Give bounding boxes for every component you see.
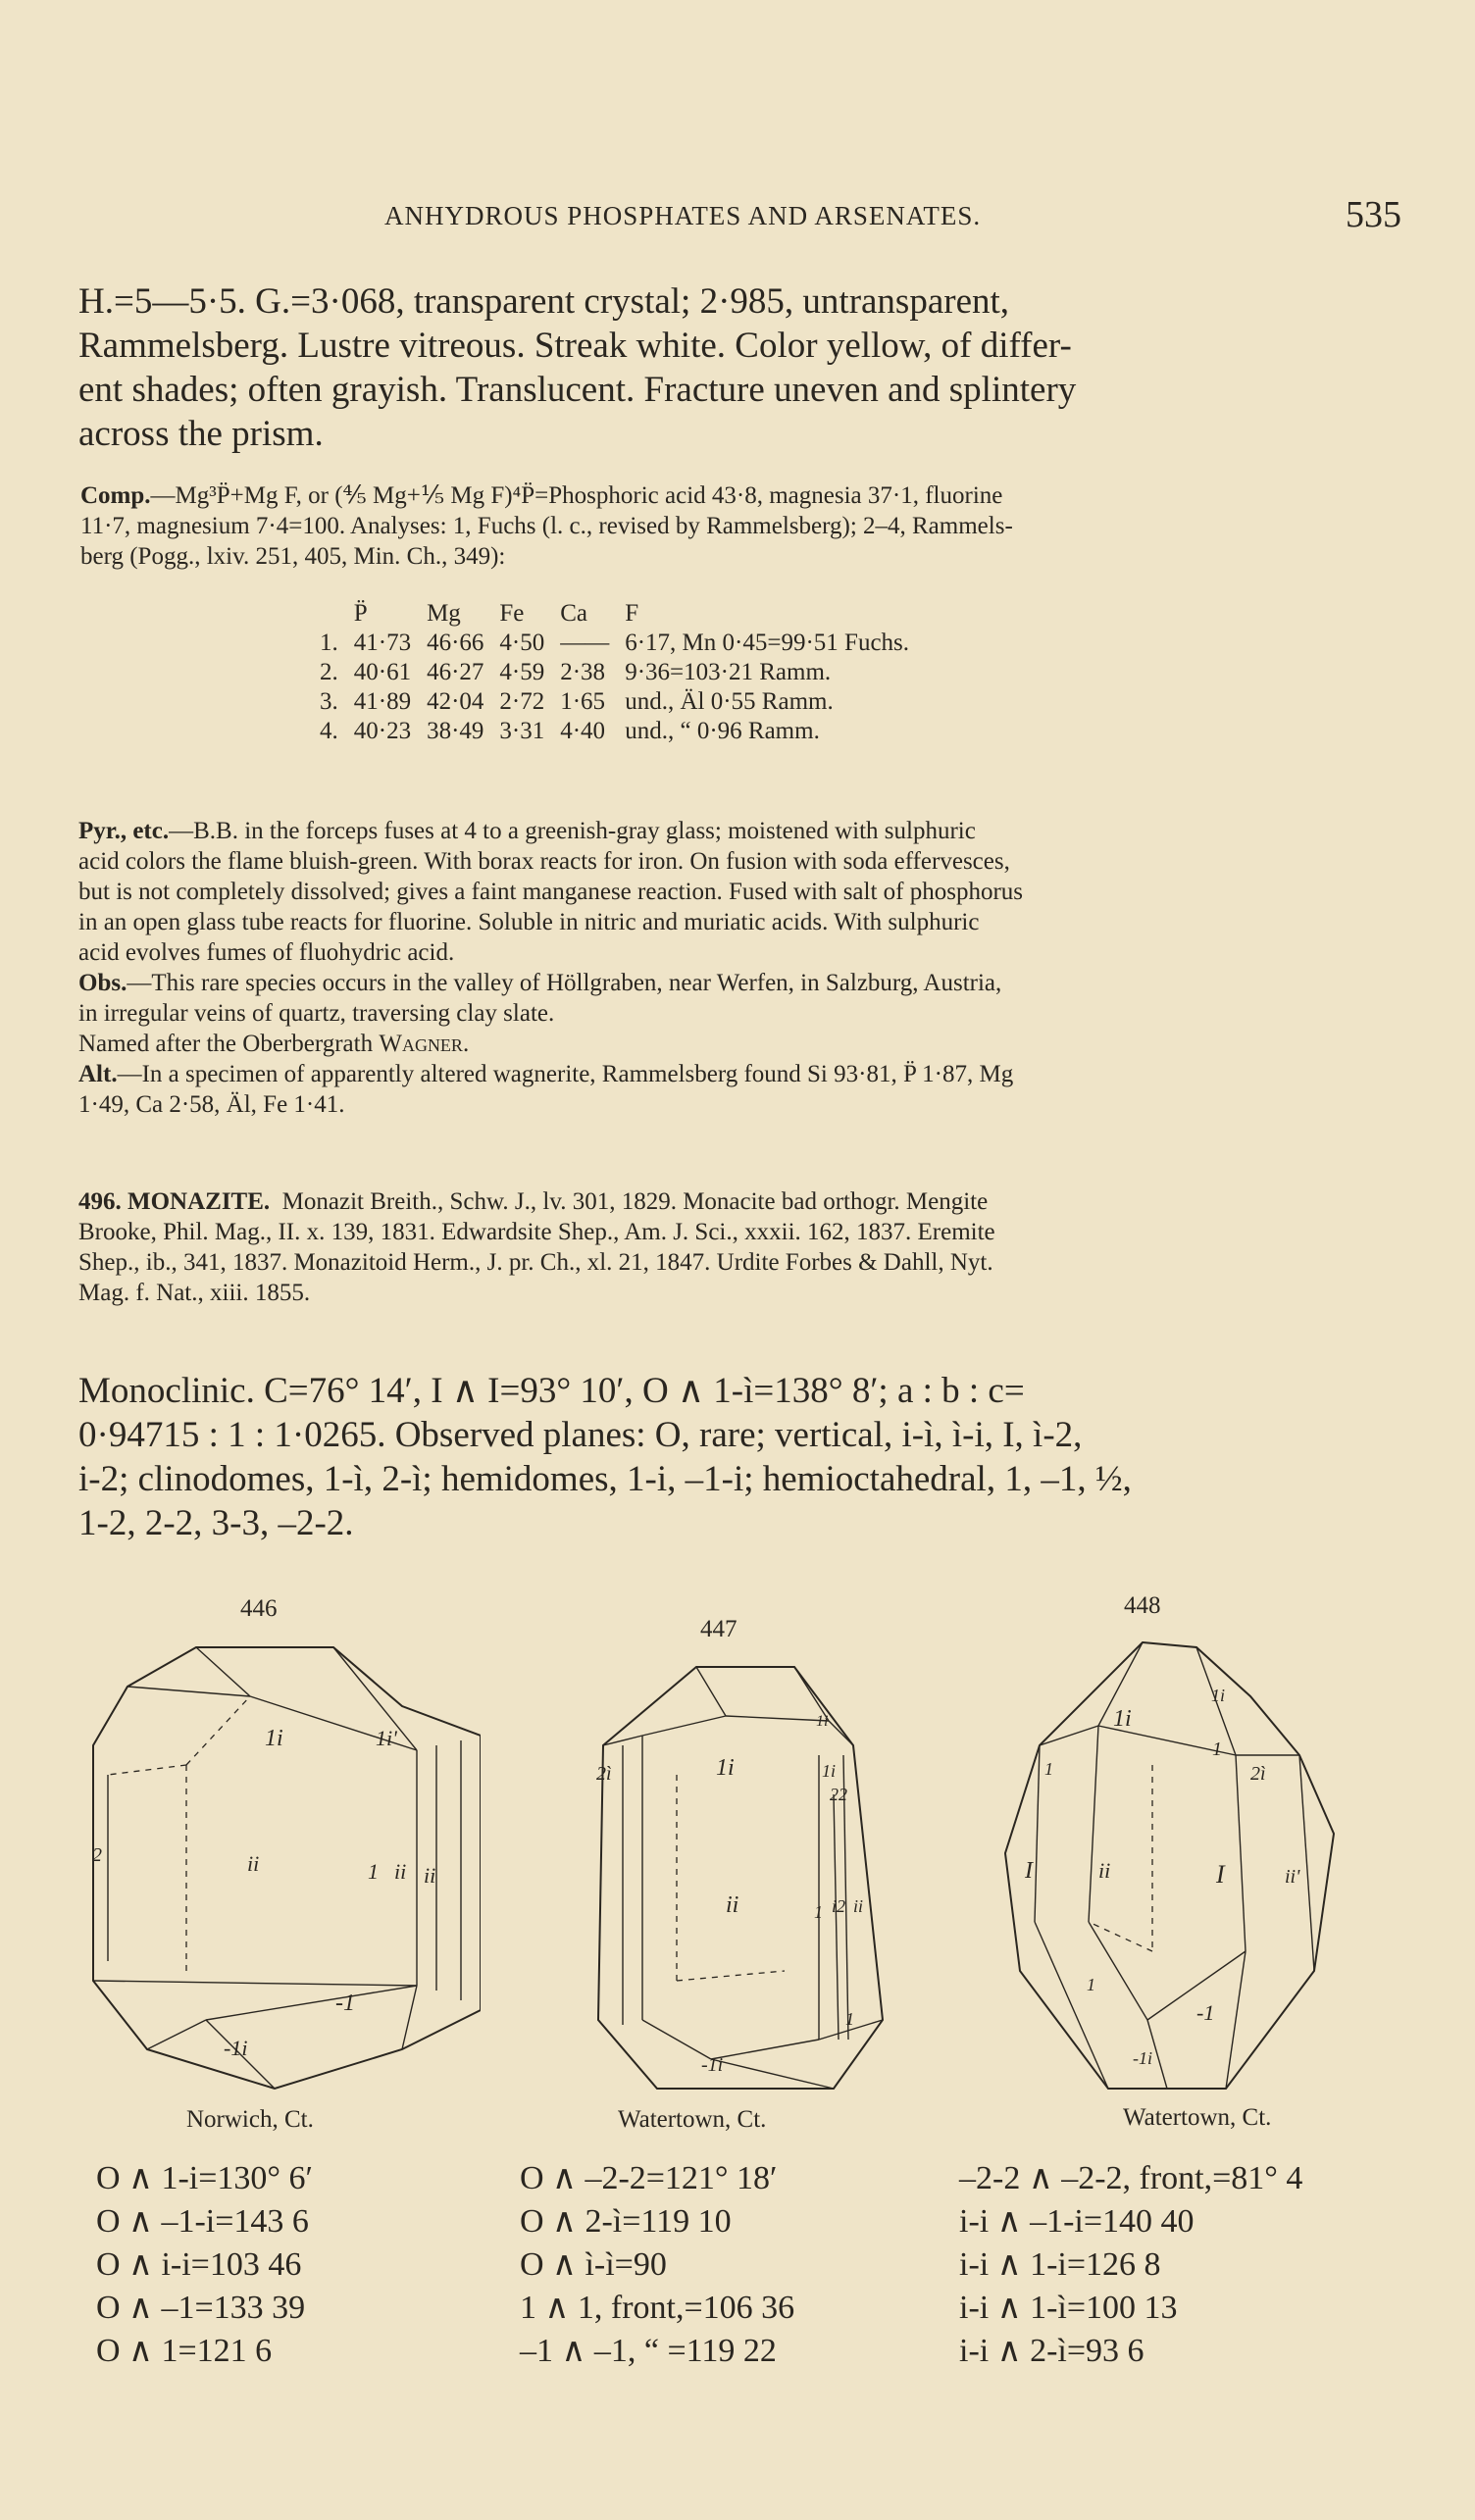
crystal-figure-447 [588, 1647, 902, 2098]
crystal-paragraph [78, 1369, 1432, 1545]
angle-line: i-i ∧ 1-i=126 8 [959, 2246, 1161, 2283]
face-label: 1 [1087, 1975, 1095, 1994]
pyr-paragraph [78, 816, 1422, 1120]
text-line: 0·94715 : 1 : 1·0265. Observed planes: O, rare; vertical, i-ì, ì-i, I, ì-2, [78, 1415, 1083, 1455]
face-label: ii [726, 1892, 739, 1918]
running-title: ANHYDROUS PHOSPHATES AND ARSENATES. [384, 201, 982, 230]
alt-label: Alt. [78, 1061, 118, 1087]
cell: 9·36=103·21 Ramm. [625, 659, 832, 685]
pyr-label: Pyr., etc. [78, 818, 170, 844]
text-line: Named after the Oberbergrath [78, 1031, 374, 1057]
face-label: 1i [265, 1726, 283, 1751]
table-row [312, 718, 917, 747]
face-label: 1 [1212, 1739, 1222, 1760]
text-line: Monoclinic. C=76° 14′, I ∧ I=93° 10′, O ∧ 1-ì=138° 8′; a : b : c= [78, 1371, 1025, 1411]
crystal-outline [93, 1647, 481, 2089]
face-label: 2 [92, 1844, 102, 1866]
cell: 40·23 [353, 718, 412, 744]
text-line: Monazit Breith., Schw. J., lv. 301, 1829. Monacite bad orthogr. Mengite [281, 1188, 989, 1215]
face-label: ii [1098, 1858, 1111, 1883]
face-label: 1i [1211, 1686, 1226, 1705]
cell: 1·65 [560, 688, 606, 715]
angle-line: i-i ∧ 1-ì=100 13 [959, 2290, 1178, 2326]
row-number: 4. [320, 718, 338, 744]
crystal-figure-448 [1000, 1628, 1344, 2108]
table-row [312, 688, 917, 718]
angle-line: O ∧ i-i=103 46 [96, 2246, 302, 2283]
table-header-row [312, 600, 917, 630]
row-number: 1. [320, 630, 338, 656]
text-line: —Mg³P̈+Mg F, or (⅘ Mg+⅕ Mg F)⁴P̈=Phosphoric acid 43·8, magnesia 37·1, fluorine [150, 482, 1003, 509]
text-line: i-2; clinodomes, 1-ì, 2-ì; hemidomes, 1-i, –1-i; hemioctahedral, 1, –1, ½, [78, 1459, 1132, 1499]
figure-caption: Watertown, Ct. [1123, 2104, 1272, 2131]
cell: 2·72 [499, 688, 545, 715]
face-label: ii [394, 1859, 407, 1884]
row-number: 3. [320, 688, 338, 715]
cell: —— [560, 630, 610, 656]
column-header: Ca [560, 600, 588, 627]
face-label: 1i [822, 1761, 837, 1781]
face-label: -1 [1196, 2000, 1215, 2025]
face-label: i2 [832, 1896, 846, 1916]
angle-line: O ∧ 2-ì=119 10 [520, 2203, 732, 2240]
text-line: acid colors the flame bluish-green. With borax reacts for iron. On fusion with soda effervesces, [78, 848, 1010, 875]
cell: 2·38 [560, 659, 606, 685]
text-line: —This rare species occurs in the valley of Höllgraben, near Werfen, in Salzburg, Austria, [127, 970, 1002, 996]
angle-line: O ∧ 1-i=130° 6′ [96, 2160, 313, 2196]
composition-paragraph [80, 480, 1424, 572]
cell: 4·50 [499, 630, 545, 656]
angle-line: O ∧ –1-i=143 6 [96, 2203, 309, 2240]
text-line: —In a specimen of apparently altered wagnerite, Rammelsberg found Si 93·81, P̈ 1·87, Mg [117, 1061, 1014, 1087]
table-row [312, 659, 917, 688]
face-label: I [1216, 1860, 1225, 1889]
person-name: Wagner. [379, 1031, 470, 1057]
face-label: ii [853, 1896, 864, 1916]
face-label: 1 [845, 2009, 854, 2029]
text-line: 1-2, 2-2, 3-3, –2-2. [78, 1503, 354, 1543]
face-label: 1i' [376, 1726, 397, 1750]
text-line: ent shades; often grayish. Translucent. Fracture uneven and splintery [78, 370, 1077, 410]
text-line: 11·7, magnesium 7·4=100. Analyses: 1, Fuchs (l. c., revised by Rammelsberg); 2–4, Rammels- [80, 513, 1013, 539]
column-header: F [625, 600, 639, 627]
angle-line: –2-2 ∧ –2-2, front,=81° 4 [959, 2160, 1303, 2196]
angle-line: O ∧ ì-ì=90 [520, 2246, 667, 2283]
column-header: Mg [427, 600, 461, 627]
figure-number: 446 [240, 1595, 278, 1622]
cell: 6·17, Mn 0·45=99·51 Fuchs. [625, 630, 910, 656]
figure-number: 448 [1124, 1592, 1161, 1619]
text-line: Brooke, Phil. Mag., II. x. 139, 1831. Edwardsite Shep., Am. J. Sci., xxxii. 162, 1837. Eremite [78, 1219, 995, 1245]
text-line: berg (Pogg., lxiv. 251, 405, Min. Ch., 349): [80, 543, 506, 570]
face-label: -1 [335, 1991, 355, 2016]
angle-column-2 [520, 2157, 794, 2373]
table-row [312, 630, 917, 659]
cell: 42·04 [427, 688, 484, 715]
face-label: -1i [1133, 2048, 1152, 2068]
face-label: -1i [701, 2054, 724, 2076]
cell: 4·40 [560, 718, 606, 744]
face-label: I [1025, 1858, 1033, 1884]
monazite-synonymy [78, 1186, 1422, 1308]
species-heading: 496. MONAZITE. [78, 1188, 271, 1215]
cell: und., Äl 0·55 Ramm. [625, 688, 834, 715]
cell: und., “ 0·96 Ramm. [625, 718, 820, 744]
text-line: acid evolves fumes of fluohydric acid. [78, 939, 455, 966]
text-line: Mag. f. Nat., xiii. 1855. [78, 1280, 311, 1306]
angle-line: i-i ∧ 2-ì=93 6 [959, 2333, 1144, 2369]
face-label: 2ì [1250, 1763, 1266, 1785]
text-line: across the prism. [78, 414, 324, 454]
face-label: 1 [368, 1859, 379, 1884]
cell: 40·61 [353, 659, 412, 685]
text-line: in irregular veins of quartz, traversing clay slate. [78, 1000, 555, 1027]
angle-column-1 [96, 2157, 313, 2373]
face-label: 1i [1113, 1706, 1132, 1732]
cell: 4·59 [499, 659, 545, 685]
crystal-outline [598, 1667, 883, 2089]
cell: 41·89 [353, 688, 412, 715]
face-label: ii' [1285, 1866, 1300, 1888]
cell: 3·31 [499, 718, 545, 744]
angle-line: 1 ∧ 1, front,=106 36 [520, 2290, 795, 2326]
page-header [0, 194, 1475, 240]
face-label: 1 [1044, 1759, 1053, 1779]
text-line: H.=5—5·5. G.=3·068, transparent crystal; 2·985, untransparent, [78, 281, 1010, 322]
composition-label: Comp. [80, 482, 151, 509]
angle-line: O ∧ –1=133 39 [96, 2290, 306, 2326]
face-label: -1i [224, 2036, 248, 2060]
text-line: Shep., ib., 341, 1837. Monazitoid Herm., J. pr. Ch., xl. 21, 1847. Urdite Forbes & Dahll, Nyt. [78, 1249, 993, 1276]
text-line: in an open glass tube reacts for fluorine. Soluble in nitric and muriatic acids. With sulphuric [78, 909, 980, 935]
intro-paragraph [78, 279, 1422, 456]
face-label: ii [424, 1863, 436, 1888]
text-line: Rammelsberg. Lustre vitreous. Streak white. Color yellow, of differ- [78, 326, 1072, 366]
text-line: 1·49, Ca 2·58, Äl, Fe 1·41. [78, 1091, 345, 1118]
text-line: —B.B. in the forceps fuses at 4 to a greenish-gray glass; moistened with sulphuric [169, 818, 976, 844]
analyses-table [312, 600, 917, 747]
angle-column-3 [959, 2157, 1302, 2373]
angle-line: –1 ∧ –1, “ =119 22 [520, 2333, 777, 2369]
angle-line: i-i ∧ –1-i=140 40 [959, 2203, 1195, 2240]
cell: 46·66 [427, 630, 484, 656]
page-number: 535 [1346, 194, 1401, 235]
column-header: Fe [499, 600, 525, 627]
face-label: 22 [830, 1785, 847, 1804]
obs-label: Obs. [78, 970, 127, 996]
face-label: 2ì [596, 1763, 612, 1785]
figure-caption: Watertown, Ct. [618, 2106, 767, 2133]
face-label: 1 [814, 1902, 823, 1922]
face-label: 1i [716, 1755, 735, 1781]
cell: 41·73 [353, 630, 412, 656]
text-line: but is not completely dissolved; gives a faint manganese reaction. Fused with salt of phosphorus [78, 879, 1024, 905]
row-number: 2. [320, 659, 338, 685]
figure-caption: Norwich, Ct. [186, 2106, 314, 2133]
face-label: 1i [816, 1713, 829, 1730]
angle-line: O ∧ 1=121 6 [96, 2333, 273, 2369]
face-label: ii [247, 1851, 260, 1876]
cell: 38·49 [427, 718, 484, 744]
figure-number: 447 [700, 1616, 738, 1642]
angle-line: O ∧ –2-2=121° 18′ [520, 2160, 778, 2196]
column-header: P̈ [353, 600, 368, 627]
crystal-figure-446 [78, 1628, 481, 2098]
cell: 46·27 [427, 659, 484, 685]
